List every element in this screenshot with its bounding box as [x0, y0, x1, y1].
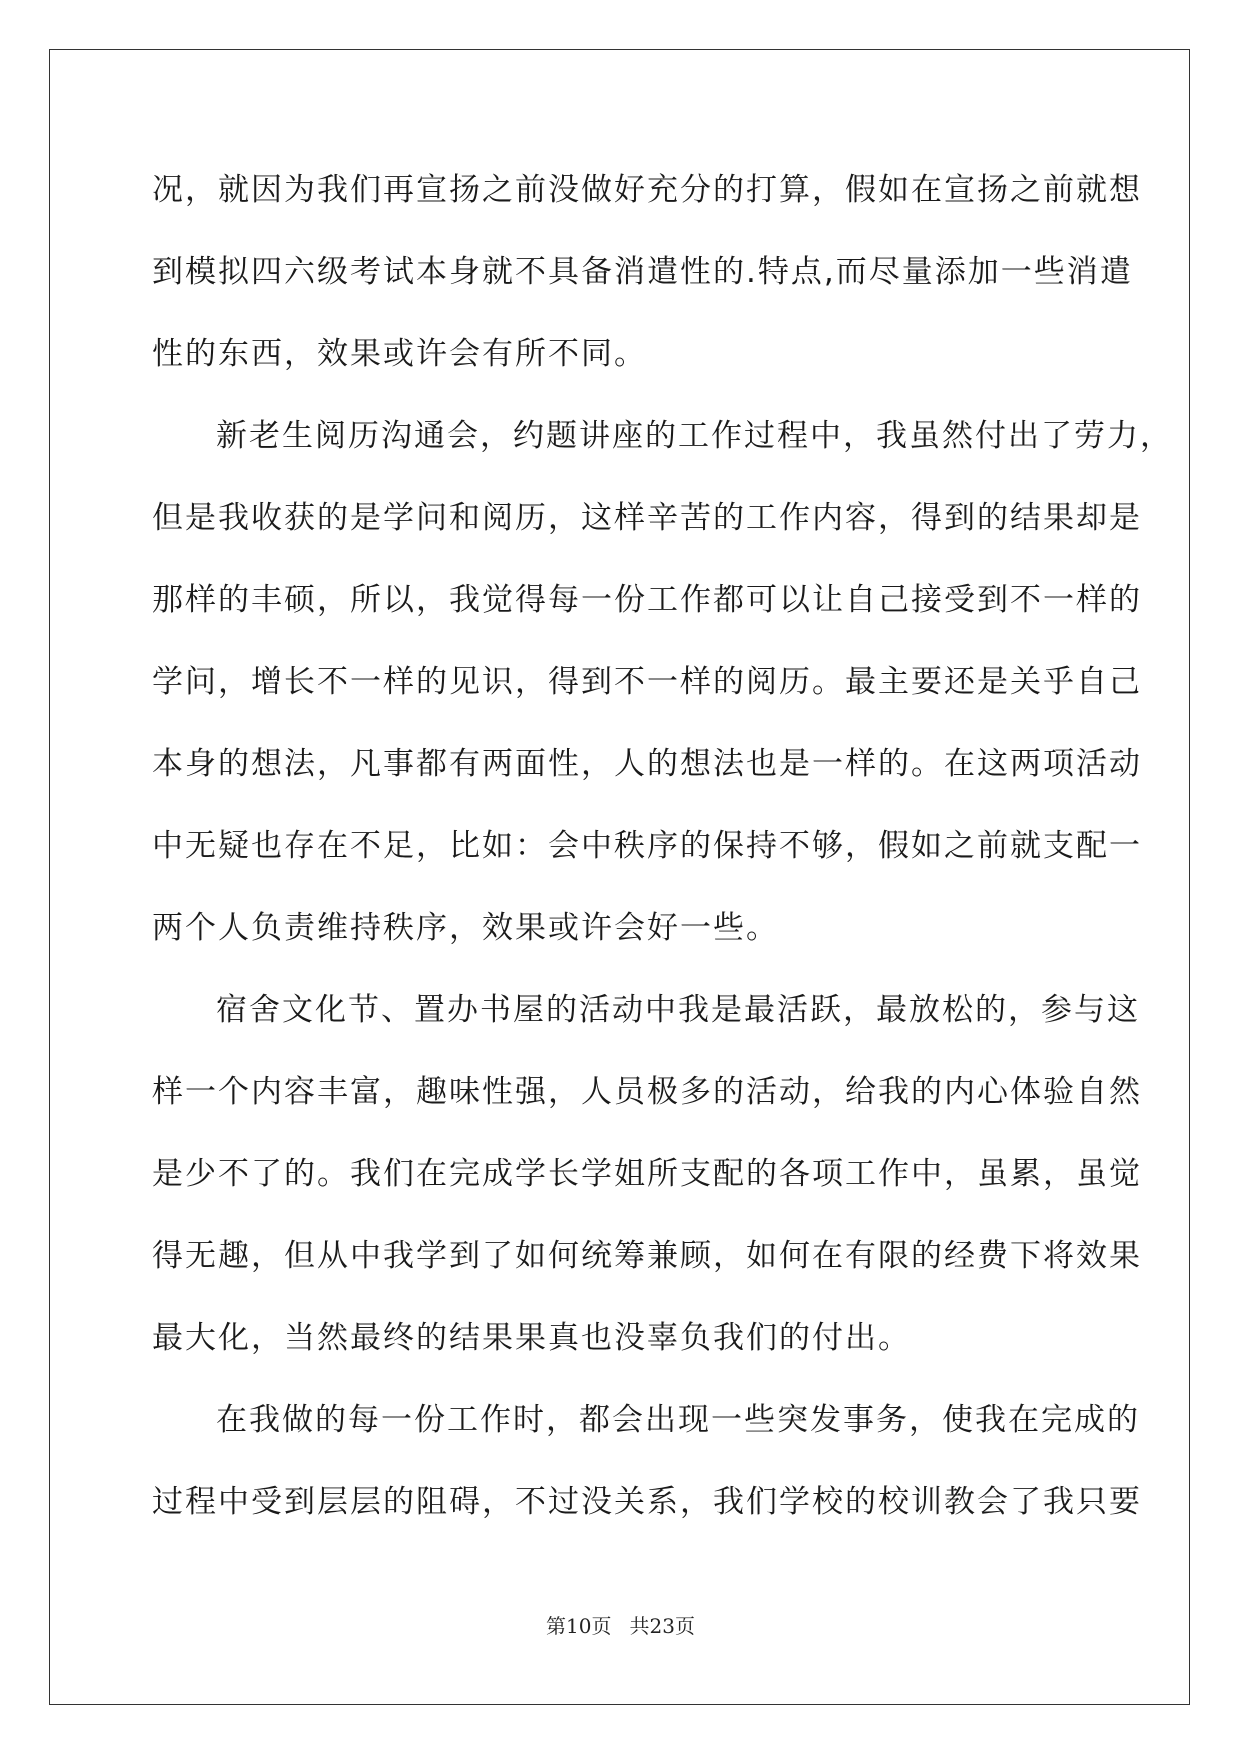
text-line: 过程中受到层层的阻碍，不过没关系，我们学校的校训教会了我只要 — [152, 1484, 1142, 1520]
text-line: 最大化，当然最终的结果果真也没辜负我们的付出。 — [152, 1320, 911, 1356]
text-line: 新老生阅历沟通会，约题讲座的工作过程中，我虽然付出了劳力， — [216, 418, 1173, 454]
text-line: 宿舍文化节、置办书屋的活动中我是最活跃，最放松的，参与这 — [216, 992, 1140, 1028]
page-total: 共23页 — [629, 1614, 695, 1638]
text-line: 样一个内容丰富，趣味性强，人员极多的活动，给我的内心体验自然 — [152, 1074, 1142, 1110]
text-line: 况，就因为我们再宣扬之前没做好充分的打算，假如在宣扬之前就想 — [152, 172, 1142, 208]
text-line: 是少不了的。我们在完成学长学姐所支配的各项工作中，虽累，虽觉 — [152, 1156, 1142, 1192]
text-line: 但是我收获的是学问和阅历，这样辛苦的工作内容，得到的结果却是 — [152, 500, 1142, 536]
text-line: 学问，增长不一样的见识，得到不一样的阅历。最主要还是关乎自己 — [152, 664, 1142, 700]
text-line: 在我做的每一份工作时，都会出现一些突发事务，使我在完成的 — [216, 1402, 1140, 1438]
page-number: 第10页 — [546, 1614, 612, 1638]
text-line: 本身的想法，凡事都有两面性，人的想法也是一样的。在这两项活动 — [152, 746, 1142, 782]
text-line: 到模拟四六级考试本身就不具备消遣性的.特点,而尽量添加一些消遣 — [152, 254, 1133, 290]
text-line: 两个人负责维持秩序，效果或许会好一些。 — [152, 910, 779, 946]
page-footer — [0, 1610, 1241, 1639]
text-line: 中无疑也存在不足，比如：会中秩序的保持不够，假如之前就支配一 — [152, 828, 1142, 864]
document-body — [152, 160, 1173, 1554]
text-line: 那样的丰硕，所以，我觉得每一份工作都可以让自己接受到不一样的 — [152, 582, 1142, 618]
text-line: 性的东西，效果或许会有所不同。 — [152, 336, 647, 372]
text-line: 得无趣，但从中我学到了如何统筹兼顾，如何在有限的经费下将效果 — [152, 1238, 1142, 1274]
